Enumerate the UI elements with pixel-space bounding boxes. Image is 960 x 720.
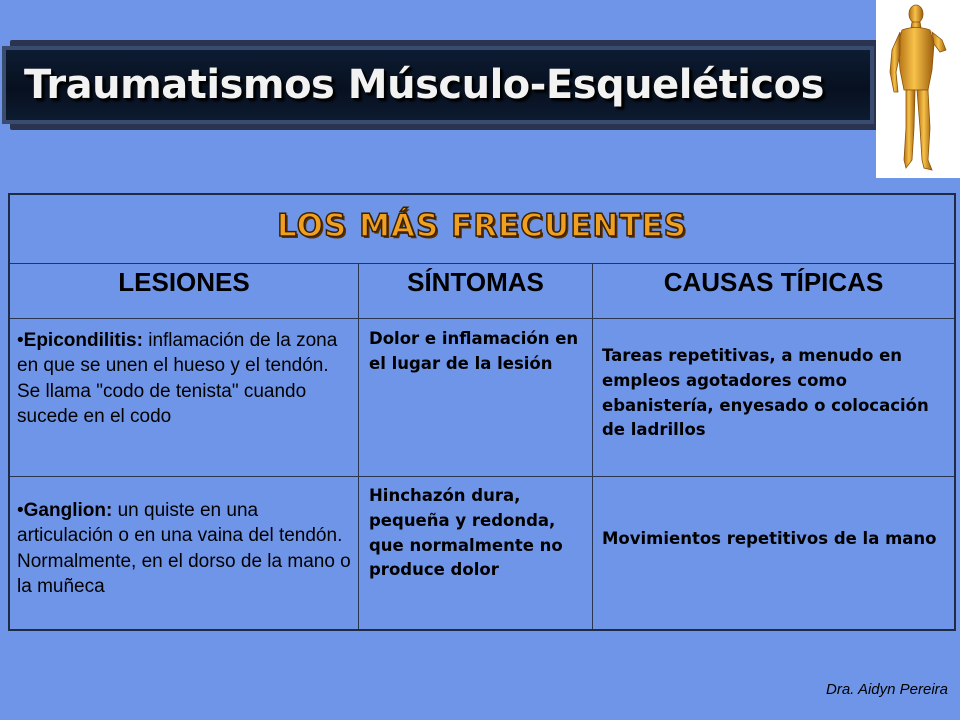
header-causas: CAUSAS TÍPICAS [663,267,884,297]
table-row-2-lesion [17,498,353,600]
table-row-1-causas: Tareas repetitivas, a menudo en empleos agotadores como ebanistería, enyesado o colocación de ladrillos [602,346,929,440]
table-row-2-sintomas: Hinchazón dura, pequeña y redonda, que normalmente no produce dolor [369,486,563,580]
table-caption: LOS MÁS FRECUENTES [277,208,687,244]
anatomy-figure-image [876,0,960,178]
table-divider [10,476,954,477]
bullet: • [17,330,24,351]
header-sintomas: SÍNTOMAS [407,267,544,297]
header-lesiones: LESIONES [118,267,250,297]
author-credit: Dra. Aidyn Pereira [826,681,948,698]
table-divider [10,318,954,319]
lesion-description: inflamación de la zona en que se unen el hueso y el tendón. Se llama "codo de tenista" cuando sucede en el codo [17,330,338,428]
bullet: • [17,500,24,521]
human-figure-icon [876,0,960,178]
lesion-description: un quiste en una articulación o en una vaina del tendón. Normalmente, en el dorso de la mano o la muñeca [17,500,351,598]
table-row-2-causas: Movimientos repetitivos de la mano [602,529,937,548]
lesion-name: Ganglion: [23,500,113,521]
lesion-name: Epicondilitis: [23,330,143,351]
table-divider [358,263,359,629]
slide-title: Traumatismos Músculo-Esqueléticos [24,62,824,108]
table-row-1-sintomas: Dolor e inflamación en el lugar de la lesión [369,329,579,373]
table-divider [592,263,593,629]
table-row-1-lesion [17,328,353,430]
table-divider [10,263,954,264]
lesions-table [8,193,956,631]
